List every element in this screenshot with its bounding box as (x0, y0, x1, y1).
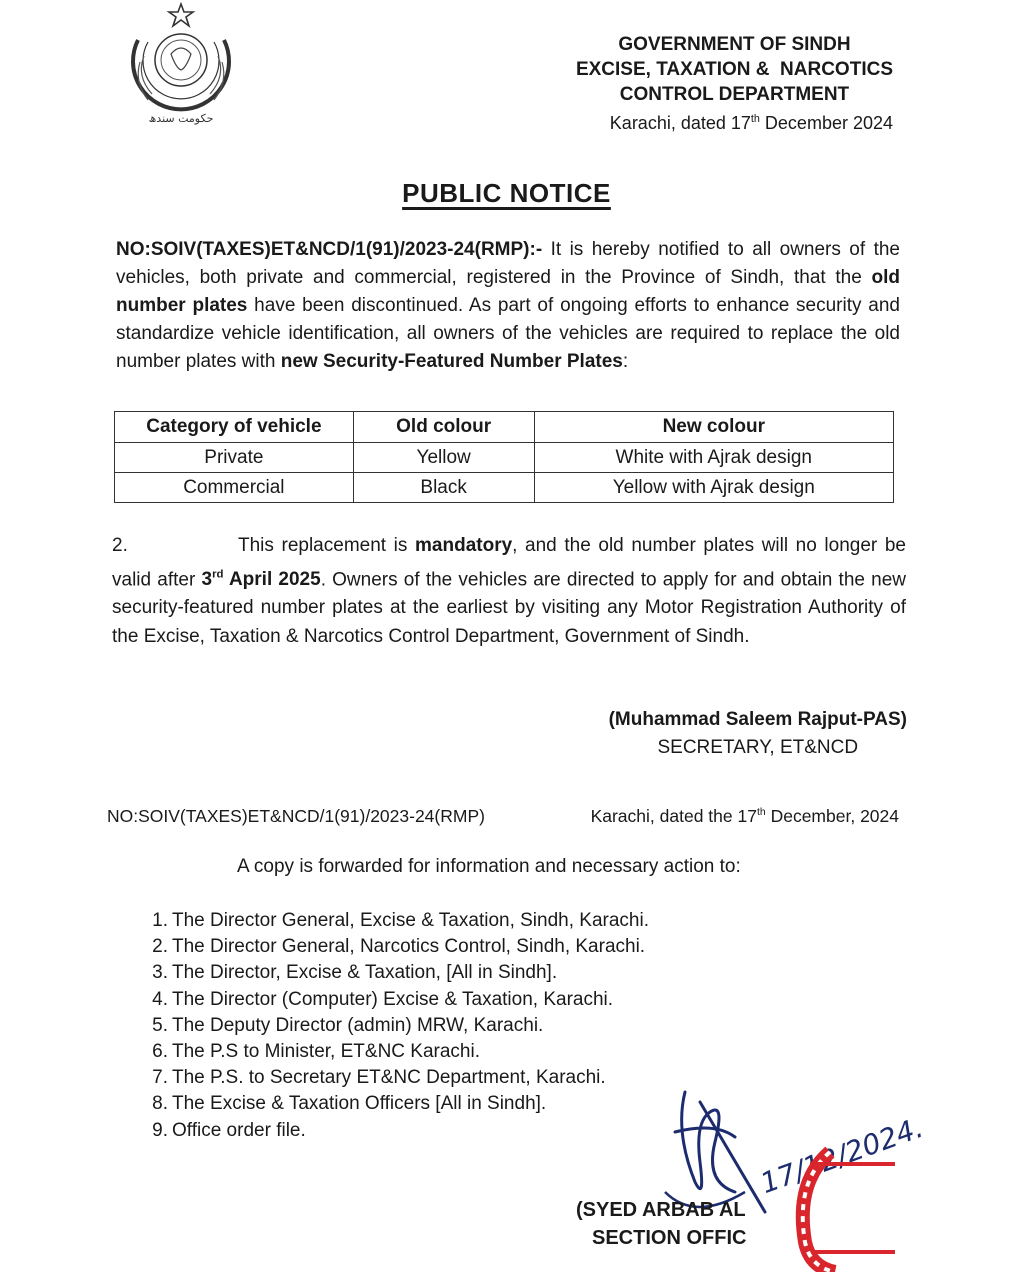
secretary-signature-block (609, 706, 907, 762)
table-cell: Black (353, 473, 534, 503)
copy-reference-line (107, 806, 899, 827)
list-item: 2. The Director General, Narcotics Control, Sindh, Karachi. (152, 936, 646, 958)
list-item: 7. The P.S. to Secretary ET&NC Department, Karachi. (152, 1067, 606, 1089)
table-cell: Yellow (353, 443, 534, 473)
table-cell: Commercial (115, 473, 354, 503)
column-header: New colour (534, 412, 893, 443)
signatory-designation: SECRETARY, ET&NCD (657, 737, 859, 758)
copy-intro: A copy is forwarded for information and necessary action to: (237, 856, 741, 877)
section-officer-name: (SYED ARBAB AL (576, 1199, 746, 1221)
table-row (115, 473, 894, 503)
notice-paragraph: NO:SOIV(TAXES)ET&NCD/1(91)/2023-24(RMP):- It is hereby notified to all owners of the vehicles, both private and commercial, registered in the Province of Sindh, that the old number plates have been discontinued. As part of ongoing efforts to enhance security and standardize vehicle identification, all owners of the vehicles are required to replace the old number plates with new Security-Featured Number Plates: (116, 239, 900, 372)
vehicle-plate-table (114, 411, 894, 503)
distribution-list (126, 908, 649, 1144)
list-item: 1. The Director General, Excise & Taxation, Sindh, Karachi. (152, 910, 649, 931)
section-officer-block (576, 1196, 746, 1252)
emblem-text: حکومت سندھ (148, 112, 214, 125)
list-item: 4. The Director (Computer) Excise & Taxation, Karachi. (152, 988, 614, 1010)
paragraph-number: 2. (112, 535, 128, 556)
header-line-3: CONTROL DEPARTMENT (619, 84, 850, 105)
column-header: Category of vehicle (115, 412, 354, 443)
column-header: Old colour (353, 412, 534, 443)
table-cell: Private (115, 443, 354, 473)
table-cell: White with Ajrak design (534, 443, 893, 473)
copy-date: Karachi, dated the 17th December, 2024 (590, 806, 899, 826)
paragraph-2: 2. This replacement is mandatory, and the old number plates will no longer be valid after 3rd April 2025. Owners of the vehicles are directed to apply for and obtain the new security-featured number plates at the earliest by visiting any Motor Registration Authority of the Excise, Taxation & Narcotics Control Department, Government of Sindh. (112, 532, 906, 651)
letterhead (576, 32, 893, 136)
page-title: PUBLIC NOTICE (402, 178, 611, 208)
list-item: 6. The P.S to Minister, ET&NC Karachi. (152, 1041, 480, 1063)
section-officer-designation: SECTION OFFIC (592, 1227, 747, 1249)
list-item: 8. The Excise & Taxation Officers [All in Sindh]. (152, 1093, 547, 1115)
copy-ref-number: NO:SOIV(TAXES)ET&NCD/1(91)/2023-24(RMP) (107, 806, 485, 826)
table-header-row (115, 412, 894, 443)
list-item: 3. The Director, Excise & Taxation, [All in Sindh]. (152, 962, 558, 984)
header-date: Karachi, dated 17th December 2024 (609, 113, 893, 133)
signatory-name: (Muhammad Saleem Rajput-PAS) (608, 709, 907, 730)
list-item: 5. The Deputy Director (admin) MRW, Karachi. (152, 1014, 544, 1036)
list-item: 9. Office order file. (152, 1119, 306, 1141)
table-cell: Yellow with Ajrak design (534, 473, 893, 503)
signature-date: 17/12/2024. (756, 1110, 928, 1201)
header-line-2: EXCISE, TAXATION & NARCOTICS (575, 59, 893, 80)
notice-ref: NO:SOIV(TAXES)ET&NCD/1(91)/2023-24(RMP):- (116, 239, 543, 260)
header-line-1: GOVERNMENT OF SINDH (618, 34, 851, 55)
sindh-government-emblem (118, 2, 244, 132)
table-row (115, 443, 894, 473)
